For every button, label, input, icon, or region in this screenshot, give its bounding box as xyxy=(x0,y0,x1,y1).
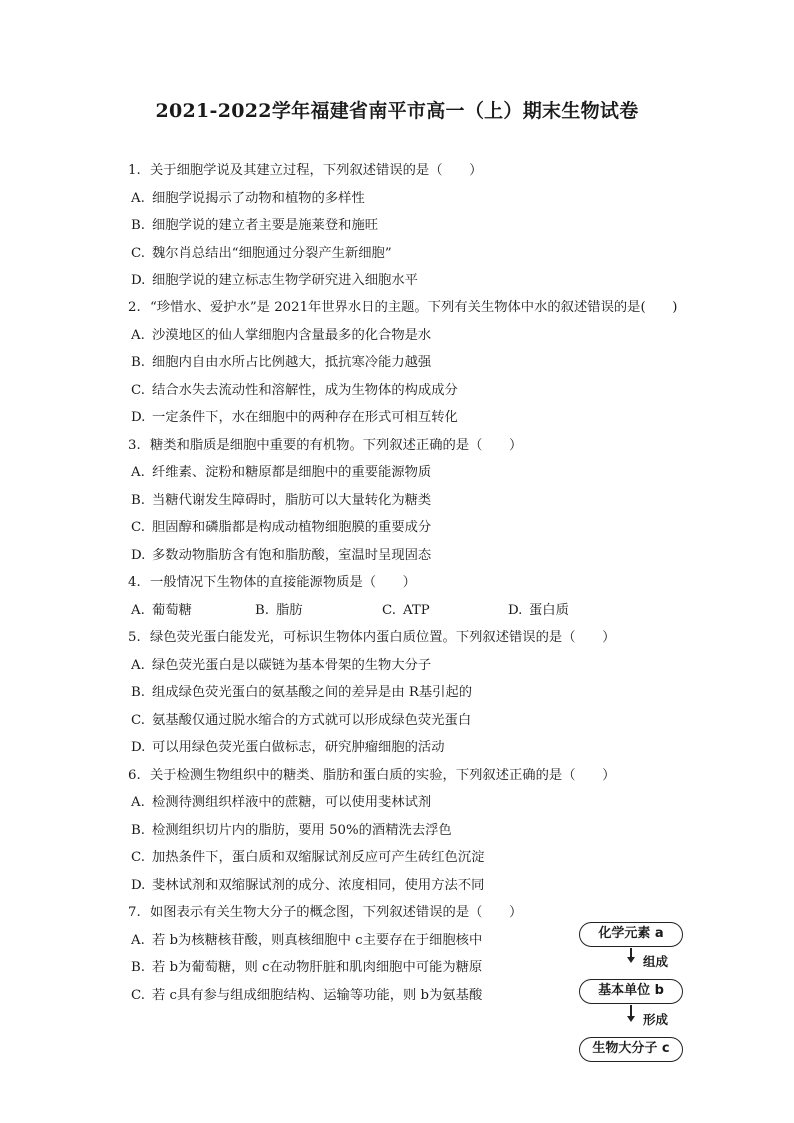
question-2-option-c xyxy=(131,382,458,400)
option-text: ATP xyxy=(403,603,430,618)
option-label: D. xyxy=(508,603,523,618)
question-1-option-b xyxy=(131,217,378,235)
question-7-option-b xyxy=(131,959,482,977)
question-5-option-a xyxy=(131,657,431,675)
question-7-option-c xyxy=(131,987,482,1005)
option-label: C. xyxy=(131,520,145,535)
option-text: 若 b为葡萄糖，则 c在动物肝脏和肌肉细胞中可能为糖原 xyxy=(152,960,483,975)
question-1-option-d xyxy=(131,272,418,290)
option-text: 细胞学说揭示了动物和植物的多样性 xyxy=(152,191,365,206)
concept-diagram xyxy=(573,918,693,1068)
question-5-stem xyxy=(128,629,615,647)
option-text: 加热条件下，蛋白质和双缩脲试剂反应可产生砖红色沉淀 xyxy=(152,850,485,865)
question-1-option-c xyxy=(131,245,392,263)
diagram-node-element: 化学元素 a xyxy=(579,922,683,947)
option-text: 胆固醇和磷脂都是构成动植物细胞膜的重要成分 xyxy=(152,520,432,535)
option-label: A. xyxy=(131,795,145,810)
option-text: 细胞学说的建立者主要是施莱登和施旺 xyxy=(152,218,379,233)
question-3-option-d xyxy=(131,547,431,565)
question-text: “珍惜水、爱护水”是 2021年世界水日的主题。下列有关生物体中水的叙述错误的是( ) xyxy=(150,300,678,315)
question-6-stem xyxy=(128,767,615,785)
question-6-option-c xyxy=(131,849,484,867)
option-text: 组成绿色荧光蛋白的氨基酸之间的差异是由 R基引起的 xyxy=(152,685,473,700)
option-label: D. xyxy=(131,410,146,425)
down-arrow-icon xyxy=(627,1016,635,1022)
option-label: C. xyxy=(382,603,396,618)
question-text: 关于细胞学说及其建立过程，下列叙述错误的是（ ） xyxy=(150,163,483,178)
option-text: 若 c具有参与组成细胞结构、运输等功能，则 b为氨基酸 xyxy=(152,988,483,1003)
option-label: A. xyxy=(131,328,145,343)
option-text: 沙漠地区的仙人掌细胞内含量最多的化合物是水 xyxy=(152,328,432,343)
option-text: 斐林试剂和双缩脲试剂的成分、浓度相同，使用方法不同 xyxy=(152,878,485,893)
question-6-option-b xyxy=(131,822,452,840)
question-6-option-a xyxy=(131,794,431,812)
option-text: 可以用绿色荧光蛋白做标志，研究肿瘤细胞的活动 xyxy=(152,740,445,755)
question-number: 6. xyxy=(128,768,141,783)
question-4-stem xyxy=(128,574,416,592)
option-text: 蛋白质 xyxy=(529,603,569,618)
diagram-arrow-label: 形成 xyxy=(643,1012,669,1027)
option-text: 纤维素、淀粉和糖原都是细胞中的重要能源物质 xyxy=(152,465,432,480)
option-text: 检测待测组织样液中的蔗糖，可以使用斐林试剂 xyxy=(152,795,432,810)
question-1-stem xyxy=(128,162,482,180)
question-6-option-d xyxy=(131,877,484,895)
question-3-option-a xyxy=(131,464,431,482)
question-1-option-a xyxy=(131,190,365,208)
question-3-stem xyxy=(128,437,522,455)
option-label: D. xyxy=(131,740,146,755)
page-title: 2021-2022学年福建省南平市高一（上）期末生物试卷 xyxy=(155,100,639,122)
option-text: 氨基酸仅通过脱水缩合的方式就可以形成绿色荧光蛋白 xyxy=(152,713,472,728)
option-label: D. xyxy=(131,878,146,893)
option-label: B. xyxy=(131,960,145,975)
option-label: C. xyxy=(131,383,145,398)
diagram-node-unit: 基本单位 b xyxy=(579,979,683,1004)
question-number: 4. xyxy=(128,575,141,590)
option-label: C. xyxy=(131,713,145,728)
question-4-option-a xyxy=(131,602,192,620)
option-text: 当糖代谢发生障碍时，脂肪可以大量转化为糖类 xyxy=(152,493,432,508)
option-text: 结合水失去流动性和溶解性，成为生物体的构成成分 xyxy=(152,383,458,398)
question-number: 5. xyxy=(128,630,141,645)
diagram-arrow-label: 组成 xyxy=(643,954,669,969)
option-label: D. xyxy=(131,548,146,563)
question-2-stem xyxy=(128,299,677,317)
question-4-option-d xyxy=(508,602,569,620)
option-text: 葡萄糖 xyxy=(152,603,192,618)
question-number: 7. xyxy=(128,905,141,920)
question-2-option-a xyxy=(131,327,431,345)
question-4-option-b xyxy=(255,602,303,620)
option-label: D. xyxy=(131,273,146,288)
option-label: A. xyxy=(131,465,145,480)
option-text: 脂肪 xyxy=(276,603,303,618)
question-2-option-b xyxy=(131,354,431,372)
option-label: A. xyxy=(131,603,145,618)
question-text: 关于检测生物组织中的糖类、脂肪和蛋白质的实验，下列叙述正确的是（ ） xyxy=(150,768,616,783)
option-text: 检测组织切片内的脂肪，要用 50%的酒精洗去浮色 xyxy=(152,823,452,838)
question-text: 糖类和脂质是细胞中重要的有机物。下列叙述正确的是（ ） xyxy=(150,438,523,453)
question-number: 2. xyxy=(128,300,141,315)
option-label: A. xyxy=(131,658,145,673)
option-label: B. xyxy=(131,355,145,370)
option-text: 若 b为核糖核苷酸，则真核细胞中 c主要存在于细胞核中 xyxy=(152,933,483,948)
question-5-option-c xyxy=(131,712,471,730)
option-label: C. xyxy=(131,988,145,1003)
option-label: C. xyxy=(131,246,145,261)
option-label: B. xyxy=(131,685,145,700)
option-label: B. xyxy=(131,218,145,233)
down-arrow-icon xyxy=(627,957,635,963)
option-text: 绿色荧光蛋白是以碳链为基本骨架的生物大分子 xyxy=(152,658,432,673)
option-text: 魏尔肖总结出“细胞通过分裂产生新细胞” xyxy=(152,246,392,261)
option-label: B. xyxy=(131,823,145,838)
question-number: 3. xyxy=(128,438,141,453)
question-7-option-a xyxy=(131,932,482,950)
question-3-option-b xyxy=(131,492,431,510)
question-3-option-c xyxy=(131,519,431,537)
question-4-option-c xyxy=(382,602,430,620)
question-text: 如图表示有关生物大分子的概念图，下列叙述错误的是（ ） xyxy=(150,905,523,920)
option-text: 一定条件下，水在细胞中的两种存在形式可相互转化 xyxy=(152,410,458,425)
question-text: 绿色荧光蛋白能发光，可标识生物体内蛋白质位置。下列叙述错误的是（ ） xyxy=(150,630,616,645)
question-number: 1. xyxy=(128,163,141,178)
question-7-stem xyxy=(128,904,522,922)
question-2-option-d xyxy=(131,409,458,427)
option-text: 细胞学说的建立标志生物学研究进入细胞水平 xyxy=(152,273,418,288)
option-label: A. xyxy=(131,191,145,206)
question-text: 一般情况下生物体的直接能源物质是（ ） xyxy=(150,575,416,590)
option-text: 多数动物脂肪含有饱和脂肪酸，室温时呈现固态 xyxy=(152,548,432,563)
option-label: B. xyxy=(131,493,145,508)
question-5-option-b xyxy=(131,684,472,702)
option-label: C. xyxy=(131,850,145,865)
option-label: A. xyxy=(131,933,145,948)
option-label: B. xyxy=(255,603,269,618)
diagram-node-macromolecule: 生物大分子 c xyxy=(579,1037,683,1062)
option-text: 细胞内自由水所占比例越大，抵抗寒冷能力越强 xyxy=(152,355,432,370)
question-5-option-d xyxy=(131,739,445,757)
